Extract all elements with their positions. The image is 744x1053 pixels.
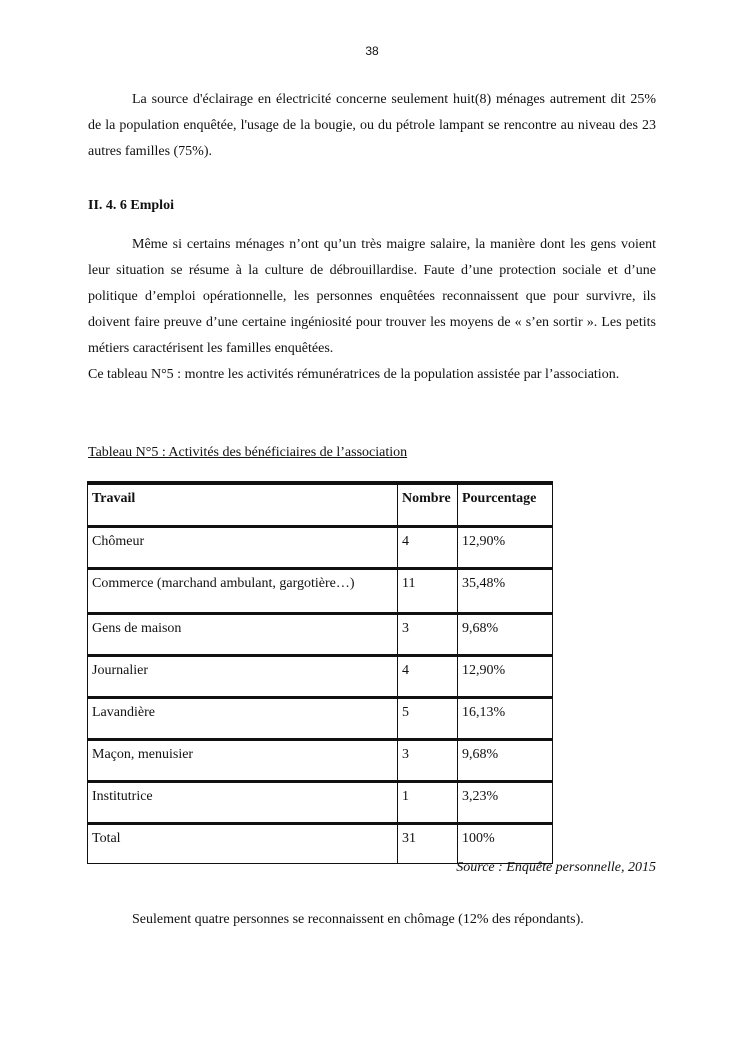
table-cell: 9,68% xyxy=(458,740,553,782)
table-row xyxy=(87,527,553,569)
table-cell: Institutrice xyxy=(87,782,398,824)
table-cell: Lavandière xyxy=(87,698,398,740)
page-number: 38 xyxy=(365,44,379,58)
table-cell: 12,90% xyxy=(458,527,553,569)
table-cell: 5 xyxy=(398,698,458,740)
paragraph-employment: Même si certains ménages n’ont qu’un très maigre salaire, la manière dont les gens voient leur situation se résume à la culture de débrouillardise. Faute d’une protection sociale et d’une politique d’emploi opérationnelle, les personnes enquêtées reconnaissent que pour survivre, ils doivent faire preuve d’une certaine ingéniosité pour trouver les moyens de « s’en sortir ». Les petits métiers caractérisent les familles enquêtées. xyxy=(88,237,656,356)
source-note: Source : Enquête personnelle, 2015 xyxy=(456,860,656,875)
table-cell: 31 xyxy=(398,824,458,864)
table-cell: 35,48% xyxy=(458,569,553,614)
closing-paragraph: Seulement quatre personnes se reconnaissent en chômage (12% des répondants). xyxy=(132,912,584,927)
table-cell: 9,68% xyxy=(458,614,553,656)
table-cell: 12,90% xyxy=(458,656,553,698)
header-cell: Travail xyxy=(87,484,398,527)
header-cell: Pourcentage xyxy=(458,484,553,527)
paragraph-lighting: La source d'éclairage en électricité concerne seulement huit(8) ménages autrement dit 25% de la population enquêtée, l'usage de la bougie, ou du pétrole lampant se rencontre au niveau des 23 autres familles (75%). xyxy=(88,92,656,159)
table-cell: 1 xyxy=(398,782,458,824)
table-header-row xyxy=(87,484,553,527)
table-cell: Gens de maison xyxy=(87,614,398,656)
table-grid xyxy=(87,484,553,864)
table-row xyxy=(87,740,553,782)
table-cell: 3 xyxy=(398,614,458,656)
table-cell: Journalier xyxy=(87,656,398,698)
table-row xyxy=(87,614,553,656)
table-row xyxy=(87,782,553,824)
activities-table xyxy=(87,481,553,864)
table-cell: Total xyxy=(87,824,398,864)
table-caption: Tableau N°5 : Activités des bénéficiaires de l’association xyxy=(88,445,408,460)
table-cell: Commerce (marchand ambulant, gargotière…) xyxy=(87,569,398,614)
table-cell: 3 xyxy=(398,740,458,782)
table-cell: 4 xyxy=(398,656,458,698)
table-cell: Chômeur xyxy=(87,527,398,569)
section-heading: II. 4. 6 Emploi xyxy=(88,198,174,213)
table-cell: 11 xyxy=(398,569,458,614)
table-cell: 100% xyxy=(458,824,553,864)
table-row xyxy=(87,569,553,614)
table-cell: 3,23% xyxy=(458,782,553,824)
table-cell: 4 xyxy=(398,527,458,569)
header-cell: Nombre xyxy=(398,484,458,527)
table-row xyxy=(87,656,553,698)
paragraph-table-intro: Ce tableau N°5 : montre les activités rémunératrices de la population assistée par l’association. xyxy=(88,367,620,382)
table-row xyxy=(87,698,553,740)
table-cell: Maçon, menuisier xyxy=(87,740,398,782)
table-cell: 16,13% xyxy=(458,698,553,740)
